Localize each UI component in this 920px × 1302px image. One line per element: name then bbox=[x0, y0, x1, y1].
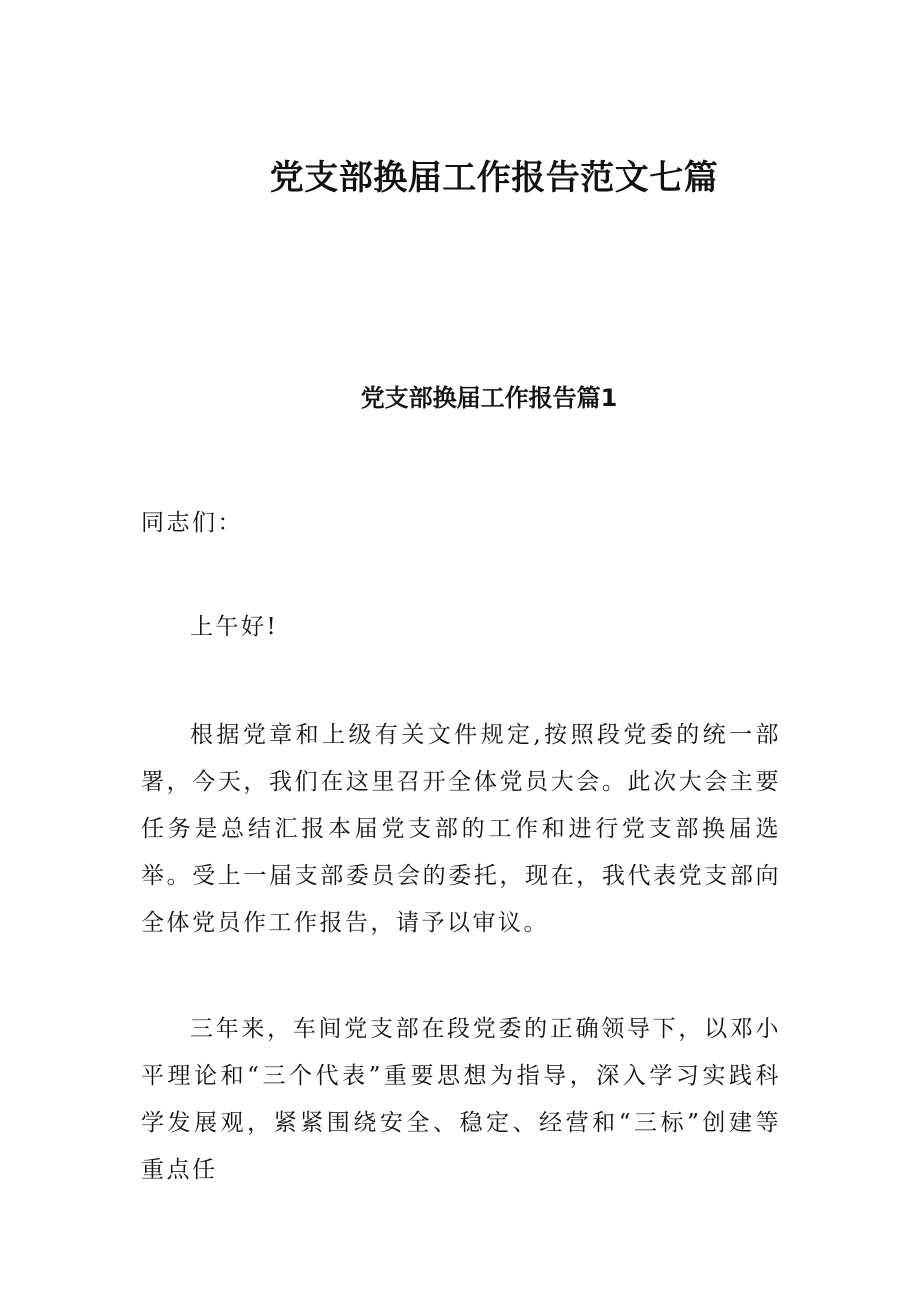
section-heading: 党支部换届工作报告篇1 bbox=[360, 384, 618, 412]
greeting: 上午好! bbox=[190, 614, 279, 640]
body-paragraph: 根据党章和上级有关文件规定,按照段党委的统一部署，今天，我们在这里召开全体党员大会。此次大会主要任务是总结汇报本届党支部的工作和进行党支部换届选举。受上一届支部委员会的委托，现在，我代表党支部向全体党员作工作报告，请予以审议。 bbox=[141, 722, 781, 936]
salutation: 同志们： bbox=[141, 510, 243, 536]
document-title: 党支部换届工作报告范文七篇 bbox=[269, 158, 719, 198]
body-paragraph: 三年来，车间党支部在段党委的正确领导下，以邓小平理论和“三个代表”重要思想为指导，深入学习实践科学发展观，紧紧围绕安全、稳定、经营和“三标”创建等重点任 bbox=[141, 1016, 781, 1183]
